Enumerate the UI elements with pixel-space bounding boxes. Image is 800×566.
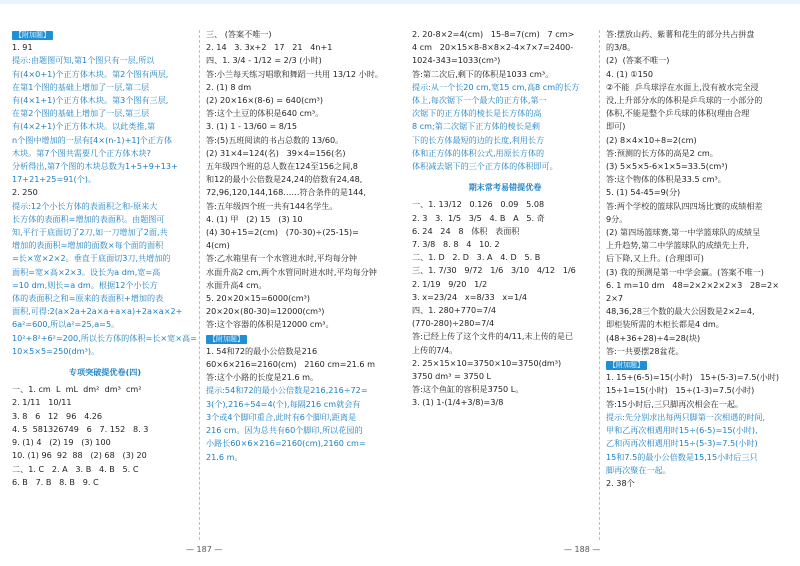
answer-line: (2) 8×4×10÷8=2(cm)	[606, 134, 697, 145]
answer-line: 4. 5 581326749 6 7. 152 8. 3	[12, 423, 149, 434]
answer-line: 水面升高4 cm。	[206, 279, 267, 290]
answer-line: 一、1. 13/12 0.126 0.09 5.08	[412, 199, 545, 210]
answer-line: 增加的表面积=增加的面数×每个面的面积	[12, 240, 164, 251]
column-3	[412, 28, 598, 548]
answer-line: 4 cm 20×15×8-8×8×2-4×7×7=2400-	[412, 42, 574, 53]
answer-line: =长×宽×2×2。垂直于底面切3刀,共增加的	[12, 253, 171, 264]
answer-line: 答:一共要摆28盆花。	[606, 345, 684, 356]
answer-line: 提示:先分别求出每两只脚第一次相遇的时间,	[606, 411, 766, 422]
answer-line: (3) 我的预测是第一中学会赢。(答案不唯一)	[606, 266, 764, 277]
answer-line: 答:这个容器的体积是12000 cm³。	[206, 319, 334, 330]
answer-line: 2. 1/11 10/11	[12, 397, 72, 408]
column-1	[12, 28, 198, 548]
answer-line: 15和7.5的最小公倍数是15,15小时后三只	[606, 451, 758, 462]
answer-line: 4. (1) 甲 (2) 15 (3) 10	[206, 213, 303, 224]
answer-line: 9. (1) 4 (2) 19 (3) 100	[12, 437, 111, 448]
answer-line: 20×20×(80-30)=12000(cm³)	[206, 306, 325, 317]
answer-line: (770-280)÷280=7/4	[412, 318, 495, 329]
answer-line: 木块。第7个图共需要几个正方体木块?	[12, 147, 151, 158]
answer-line: 三、1. 7/30 9/72 1/6 3/10 4/12 1/6	[412, 265, 576, 276]
answer-line: 答:这个鱼缸的容积是3750 L。	[412, 384, 524, 395]
answer-line: 5. (1) 54-45=9(分)	[606, 187, 681, 198]
answer-line: ②不能 乒乓球浮在水面上,没有被水完全浸	[606, 81, 759, 92]
answer-line: 有(4×2+1)个正方体木块。以此类推,第	[12, 121, 156, 132]
section-tag: 【附加题】	[606, 361, 647, 370]
column-divider	[199, 30, 200, 540]
answer-line: (2) 第四场篮球赛,第一中学篮球队的成绩呈	[606, 227, 761, 238]
answer-line: 体上,每次锯下一个最大的正方体,第一	[412, 95, 547, 106]
answer-line: 2. 250	[12, 187, 38, 198]
section-title: 专项突破提优卷(四)	[68, 367, 142, 378]
answer-line: 15÷1=15(小时) 15÷(1-3)=7.5(小时)	[606, 385, 755, 396]
column-4	[606, 28, 792, 548]
answer-line: 10. (1) 96 92 88 (2) 68 (3) 20	[12, 450, 147, 461]
right-page	[400, 0, 800, 566]
answer-line: 3750 dm³ = 3750 L	[412, 371, 492, 382]
answer-line: 1024-343=1033(cm³)	[412, 55, 501, 66]
answer-line: 6. 24 24 8 体积 表面积	[412, 225, 520, 236]
section-tag: 【附加题】	[206, 335, 247, 344]
answer-line: 9分。	[606, 213, 628, 224]
answer-line: 4. (1) ①150	[606, 68, 654, 79]
answer-line: 上传的7/4。	[412, 344, 458, 355]
answer-line: 216 cm。因为总共有60个脚印,所以花园的	[206, 425, 363, 436]
answer-line: 上升趋势,第二中学篮球队的成绩先上升,	[606, 240, 749, 251]
section-title: 期末常考易错提优卷	[468, 182, 542, 193]
answer-line: 二、1. D 2. D 3. A 4. D 5. B	[412, 252, 541, 263]
answer-line: 2. 1/19 9/20 1/2	[412, 278, 488, 289]
answer-line: 提示:从一个长20 cm,宽15 cm,高8 cm的长方	[412, 81, 580, 92]
answer-line: 2. (1) 8 dm	[206, 81, 252, 92]
answer-line: 2×7	[606, 293, 624, 304]
answer-line: 体积减去锯下的三个正方体的体积即可。	[412, 161, 558, 172]
answer-line: 1. 91	[12, 42, 33, 53]
answer-line: 答:已经上传了这个文件的4/11,未上传的是已	[412, 331, 574, 342]
answer-line: 3. (1) 1-(1/4+3/8)=3/8	[412, 397, 504, 408]
answer-line: 和12的最小公倍数是24,24的倍数有24,48,	[206, 174, 363, 185]
column-2	[206, 28, 392, 548]
answer-line: 没,上升部分水的体积是乒乓球的一小部分的	[606, 95, 763, 106]
answer-line: 乙和丙再次相遇用时15÷(5-3)=7.5(小时)	[606, 438, 758, 449]
answer-line: 四、1. 3/4 - 1/12 = 2/3 (小时)	[206, 55, 322, 66]
answer-line: 一、1. cm L mL dm² dm³ cm²	[12, 384, 142, 395]
answer-line: 2. 3 3. 1/5 3/5 4. B A 5. 奇	[412, 212, 545, 223]
answer-line: 面积=宽×高×2×3。设长为a dm,宽=高	[12, 266, 161, 277]
answer-line: 17+21+25=91(个)。	[12, 174, 97, 185]
answer-line: (4) 30+15=2(cm) (70-30)÷(25-15)=	[206, 227, 359, 238]
answer-line: 答:五年级四个班一共有144名学生。	[206, 200, 338, 211]
page-number-right: — 188 —	[564, 545, 601, 554]
answer-line: 有(4×1+1)个正方体木块。第3个图有三层,	[12, 95, 169, 106]
answer-line: 水面升高2 cm,两个水管同时进水时,平均每分钟	[206, 266, 377, 277]
answer-line: 后下降,又上升。(合理即可)	[606, 253, 704, 264]
answer-line: 48,36,28三个数的最大公因数是2×2=4,	[606, 306, 755, 317]
answer-line: 在第2个图的基础上增加了一层,第三层	[12, 108, 150, 119]
answer-line: 答:这个小路的长度是21.6 m。	[206, 372, 319, 383]
answer-line: 6. 1 m=10 dm 48=2×2×2×2×3 28=2×	[606, 279, 779, 290]
answer-line: 提示:54和72的最小公倍数是216,216÷72=	[206, 385, 368, 396]
answer-line: (2) 20×16×(8-6) = 640(cm³)	[206, 95, 324, 106]
answer-line: 提示:由题图可知,第1个图只有一层,所以	[12, 55, 155, 66]
answer-line: 4(cm)	[206, 240, 230, 251]
answer-line	[206, 332, 392, 345]
answer-line: 下的长方体最短的边的长度,利用长方	[412, 134, 545, 145]
answer-line: 1. 15+(6-5)=15(小时) 15+(5-3)=7.5(小时)	[606, 372, 779, 383]
answer-line: 即柜装所需的木柜长都是4 dm。	[606, 319, 724, 330]
answer-line: =10 dm,则长=a dm。根据12个小长方	[12, 279, 158, 290]
answer-line: 三、 (答案不唯一)	[206, 29, 272, 39]
answer-line: 2. 14 3. 3x+2 17 21 4n+1	[206, 42, 333, 53]
answer-line: 60×6×216=2160(cm) 2160 cm=21.6 m	[206, 359, 375, 370]
answer-line: 2. 25×15×10=3750×10=3750(dm³)	[412, 357, 562, 368]
answer-line: 次锯下的正方体的棱长是长方体的高	[412, 108, 542, 119]
answer-line: 答:这个土豆的体积是640 cm³。	[206, 108, 324, 119]
answer-line: 3. (1) 1 - 13/60 = 8/15	[206, 121, 297, 132]
answer-line: 体和正方体的体积公式,用原长方体的	[412, 147, 545, 158]
answer-line: 答:摆放山药、紫薯和花生的部分共占拼盘	[606, 29, 755, 39]
answer-line: 3个或4个脚印重合,此时有6个脚印,距离是	[206, 411, 357, 422]
answer-line: 2. 20-8×2=4(cm) 15-8=7(cm) 7 cm>	[412, 29, 575, 39]
answer-line: 长方体的表面积=增加的表面积。由题图可	[12, 213, 165, 224]
answer-line: 甲和乙再次相遇用时15÷(6-5)=15(小时),	[606, 425, 758, 436]
answer-line: 在第1个图的基础上增加了一层,第二层	[12, 81, 150, 92]
column-divider	[599, 30, 600, 540]
answer-line: 答:小兰每天练习唱歌和舞蹈一共用 13/12 小时。	[206, 68, 383, 79]
answer-line: 3. 8 6 12 96 4.26	[12, 410, 103, 421]
answer-line: 答:第二次后,剩下的体积是1033 cm³。	[412, 68, 554, 79]
answer-line: 答:预测的长方体的高是2 cm。	[606, 147, 718, 158]
answer-line: 2. 38个	[606, 477, 635, 488]
answer-line: (3) 5×5×5-6×1×5=33.5(cm³)	[606, 161, 728, 172]
answer-line: 体积,不能是整个乒乓球的体积(理由合理	[606, 108, 750, 119]
answer-line: 答:15小时后,三只脚再次相会在一起。	[606, 398, 744, 409]
answer-line: 即可)	[606, 121, 626, 132]
answer-line: 脚再次聚在一起。	[606, 464, 671, 475]
answer-line: n个图中增加的一层有[4×(n-1)+1]个正方体	[12, 134, 173, 145]
answer-line: 答:两个学校的篮球队四四场比赛的成绩相差	[606, 200, 763, 211]
answer-line: 10²+8²+6²=200,所以长方体的体积=长×宽×高=	[12, 332, 197, 343]
answer-line: 体的表面积之和=原来的表面积+增加的表	[12, 293, 164, 304]
answer-line: 10×5×5=250(dm³)。	[12, 345, 100, 356]
answer-line: 72,96,120,144,168……符合条件的是144,	[206, 187, 367, 198]
answer-line: 知,平行于底面切了2刀,如一刀增加了2面,共	[12, 227, 168, 238]
answer-line: 答:乙水箱里有一个水管进水时,平均每分钟	[206, 253, 357, 264]
answer-line: 有(4×0+1)个正方体木块。第2个图有两层,	[12, 68, 169, 79]
answer-line: 四、1. 280+770=7/4	[412, 305, 496, 316]
answer-line: (48+36+28)÷4=28(块)	[606, 332, 701, 343]
answer-line: 3(个),216÷54=4(个),每隔216 cm就会有	[206, 398, 361, 409]
answer-line	[12, 28, 198, 41]
answer-line: 7. 3/8 8. 8 4 10. 2	[412, 239, 500, 250]
answer-line: 6a²=600,所以a²=25,a=5。	[12, 319, 120, 330]
answer-line: 21.6 m。	[206, 451, 243, 462]
answer-line: 1. 54和72的最小公倍数是216	[206, 345, 318, 356]
answer-line: 分析得出,第7个图的木块总数为1+5+9+13+	[12, 161, 178, 172]
page-number-left: — 187 —	[186, 545, 223, 554]
answer-line: 5. 20×20×15=6000(cm³)	[206, 293, 311, 304]
answer-line: 面积,可得:2(a×2a+2a×a+a×a)+2a×a×2+	[12, 306, 183, 317]
answer-line: 五年级四个班的总人数在124至156之间,8	[206, 161, 358, 172]
answer-line: 的3/8。	[606, 42, 636, 53]
answer-line: 6. B 7. B 8. B 9. C	[12, 476, 99, 487]
answer-line: 答:(5)五班阅读的书占总数的 13/60。	[206, 134, 344, 145]
answer-line: (2) 31×4=124(名) 39×4=156(名)	[206, 147, 346, 158]
section-tag: 【附加题】	[12, 31, 53, 40]
answer-line: 8 cm;第二次锯下正方体的棱长是剩	[412, 121, 541, 132]
answer-line	[606, 358, 792, 371]
answer-line: 提示:12个小长方体的表面积之和-原来大	[12, 200, 158, 211]
answer-line: 小路长60×6×216=2160(cm),2160 cm=	[206, 438, 366, 449]
answer-line: 二、1. C 2. A 3. B 4. B 5. C	[12, 463, 139, 474]
answer-line: 3. x=23/24 x=8/33 x=1/4	[412, 291, 527, 302]
answer-line: (2) (答案不唯一)	[606, 55, 670, 66]
answer-line: 答:这个物体的体积是33.5 cm³。	[606, 174, 726, 185]
